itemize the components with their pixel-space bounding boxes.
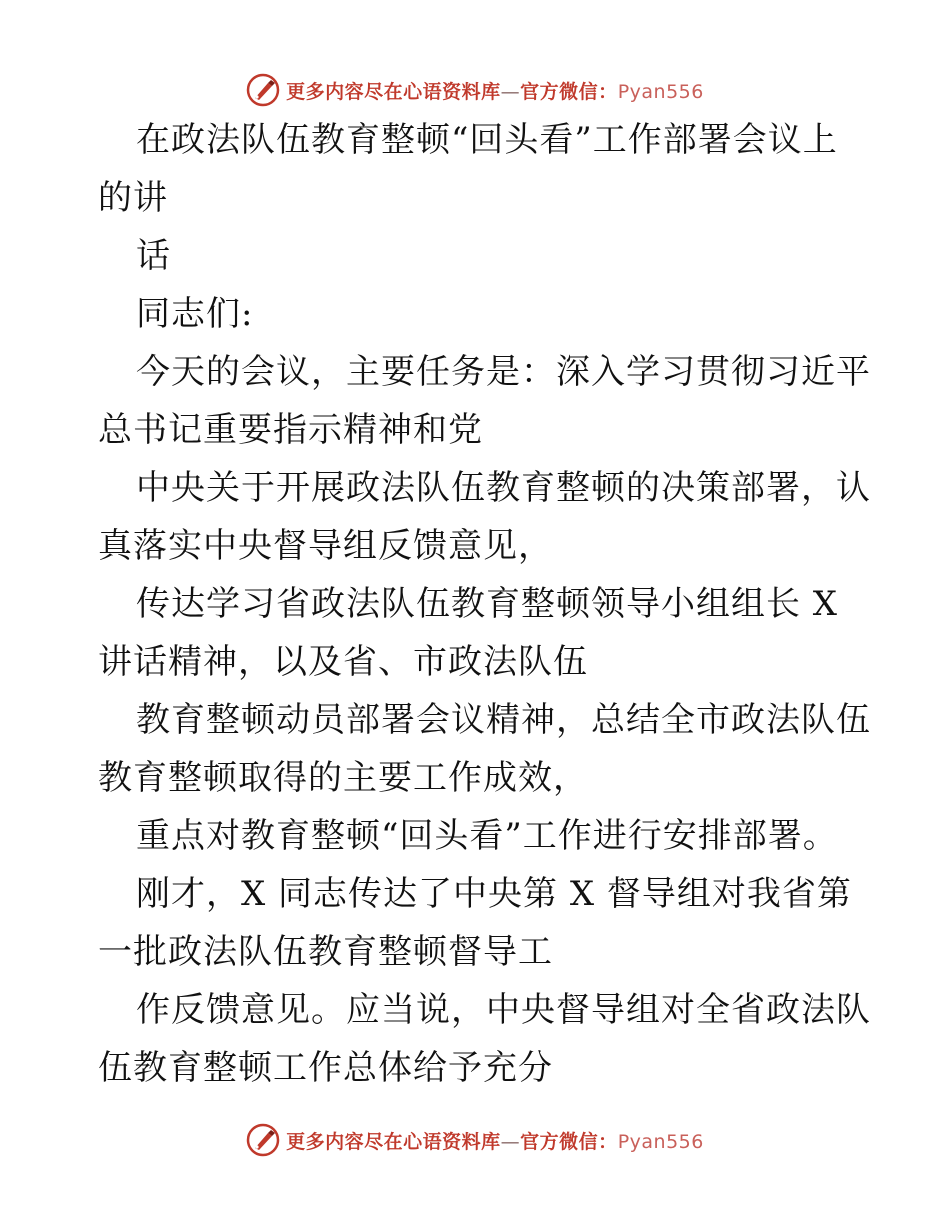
watermark-site: 更多内容尽在心语资料库	[286, 1130, 501, 1153]
watermark-separator: —	[500, 80, 521, 103]
pen-logo-icon	[246, 73, 280, 107]
paragraph-line: 传达学习省政法队伍教育整顿领导小组组长 X	[136, 584, 839, 624]
paragraph-line: 教育整顿动员部署会议精神，总结全市政法队伍	[136, 700, 871, 740]
watermark-separator: —	[500, 1130, 521, 1153]
paragraph-line: 重点对教育整顿“回头看”工作进行安排部署。	[136, 816, 838, 856]
paragraph-line: 一批政法队伍教育整顿督导工	[98, 932, 553, 972]
watermark-text	[286, 1127, 704, 1154]
watermark-wechat-label: 官方微信：	[520, 80, 618, 103]
salutation: 同志们:	[136, 294, 254, 334]
header-watermark	[0, 70, 950, 110]
paragraph-line: 作反馈意见。应当说，中央督导组对全省政法队	[136, 990, 871, 1030]
pen-logo-icon	[246, 1123, 280, 1157]
paragraph-line: 今天的会议，主要任务是：深入学习贯彻习近平	[136, 352, 871, 392]
watermark-site: 更多内容尽在心语资料库	[286, 80, 501, 103]
paragraph-line: 刚才，X 同志传达了中央第 X 督导组对我省第	[136, 874, 852, 914]
paragraph-line: 总书记重要指示精神和党	[98, 410, 483, 450]
watermark-wechat-id: Pyan556	[617, 80, 704, 103]
paragraph-line: 真落实中央督导组反馈意见，	[98, 526, 553, 566]
watermark-wechat-id: Pyan556	[617, 1130, 704, 1153]
watermark-text	[286, 77, 704, 104]
watermark-wechat-label: 官方微信：	[520, 1130, 618, 1153]
title-line-2: 的讲	[98, 178, 168, 218]
footer-watermark	[0, 1120, 950, 1160]
paragraph-line: 教育整顿取得的主要工作成效，	[98, 758, 588, 798]
paragraph-line: 伍教育整顿工作总体给予充分	[98, 1048, 553, 1088]
title-line-1: 在政法队伍教育整顿“回头看”工作部署会议上	[136, 120, 838, 160]
paragraph-line: 讲话精神，以及省、市政法队伍	[98, 642, 588, 682]
paragraph-line: 中央关于开展政法队伍教育整顿的决策部署，认	[136, 468, 871, 508]
title-line-3: 话	[136, 236, 171, 276]
